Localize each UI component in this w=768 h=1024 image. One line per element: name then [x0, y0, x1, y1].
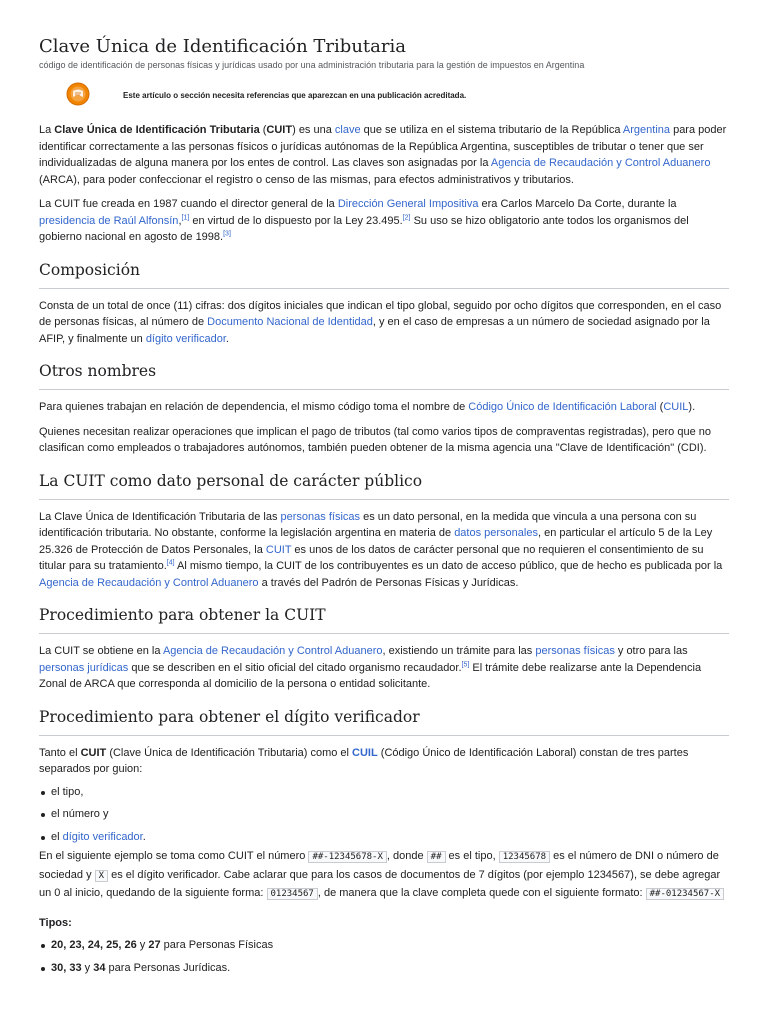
- otros-paragraph-2: Quienes necesitan realizar operaciones que implican el pago de tributos (tal como varios tipos de compraventas registradas), pero que no clasifican como empleados o trabajadores autónomos, también pueden obtener de la misma agencia una "Clave de Identificación" (CDI).: [39, 425, 711, 454]
- code-example: ##-12345678-X: [308, 851, 386, 863]
- reference-needed-icon: [66, 82, 90, 106]
- parts-list: [39, 784, 729, 846]
- link-personas-fisicas[interactable]: personas físicas: [280, 510, 361, 523]
- code-digito: X: [95, 870, 108, 882]
- heading-dato-personal: La CUIT como dato personal de carácter público: [39, 471, 729, 500]
- heading-procedimiento-digito: Procedimiento para obtener el dígito verificador: [39, 707, 729, 736]
- code-formato: ##-01234567-X: [646, 888, 724, 900]
- link-cuil[interactable]: CUIL: [663, 401, 689, 413]
- link-arca-3[interactable]: Agencia de Recaudación y Control Aduanero: [162, 645, 383, 657]
- code-padded: 01234567: [267, 888, 318, 900]
- list-item: 20, 23, 24, 25, 26 y 27 para Personas Físicas: [51, 937, 729, 954]
- list-item: 30, 33 y 34 para Personas Jurídicas.: [51, 960, 729, 977]
- dato-paragraph: La Clave Única de Identificación Tributaria de las personas físicas es un dato personal, en la medida que vincula a una persona con su identificación tributaria. No obstante, conforme la legislación argentina en materia de datos personales, en particular el artículo 5 de la Ley 25.326 de Protección de Datos Personales, la CUIT es unos de los datos de carácter personal que no requieren el consentimiento de su titular para su tratamiento.[4] Al mismo tiempo, la CUIT de los contribuyentes es un dato de acceso público, que de hecho es publicada por la Agencia de Recaudación y Control Aduanero a través del Padrón de Personas Físicas y Jurídicas.: [39, 510, 723, 589]
- digito-paragraph-1: Tanto el CUIT (Clave Única de Identificación Tributaria) como el CUIL (Código Único de Identificación Laboral) constan de tres partes separados por guion:: [39, 746, 689, 775]
- link-digito-verificador-2[interactable]: dígito verificador: [62, 830, 143, 843]
- link-arca[interactable]: Agencia de Recaudación y Control Aduanero: [490, 157, 711, 169]
- link-digito-verificador[interactable]: dígito verificador: [145, 332, 226, 345]
- reference-5[interactable]: [5]: [461, 660, 470, 668]
- link-cuit[interactable]: CUIT: [265, 543, 292, 556]
- composicion-paragraph: Consta de un total de once (11) cifras: dos dígitos iniciales que indican el tipo global, seguido por ocho dígitos que corresponden, en el caso de personas físicas, al número de Documento Nacional de Identidad, y en el caso de empresas a un número de sociedad asignado por la AFIP, y finalmente un dígito verificador.: [39, 299, 722, 345]
- heading-procedimiento-cuit: Procedimiento para obtener la CUIT: [39, 605, 729, 634]
- page-subtitle: código de identificación de personas físicas y jurídicas usado por una administración tributaria para la gestión de impuestos en Argentina: [39, 60, 585, 70]
- link-dgi[interactable]: Dirección General Impositiva: [337, 198, 479, 210]
- list-item: el tipo,: [51, 784, 729, 801]
- link-datos-personales[interactable]: datos personales: [454, 527, 538, 539]
- tipos-list: [39, 937, 729, 976]
- reference-notice: [39, 77, 729, 113]
- reference-4[interactable]: [4]: [166, 559, 175, 567]
- reference-3[interactable]: [3]: [223, 230, 231, 238]
- tipos-label: Tipos:: [39, 916, 72, 929]
- link-codigo-unico-laboral[interactable]: Código Único de Identificación Laboral: [468, 401, 657, 413]
- heading-otros-nombres: Otros nombres: [39, 361, 729, 390]
- reference-1[interactable]: [1]: [181, 213, 190, 221]
- link-arca-2[interactable]: Agencia de Recaudación y Control Aduanero: [39, 576, 259, 589]
- heading-composicion: Composición: [39, 260, 729, 289]
- digito-paragraph-2: En el siguiente ejemplo se toma como CUIT el número ##-12345678-X , donde ## es el tipo, 12345678 es el número de DNI o número de sociedad y X es el dígito verificador. Cabe aclarar que para los casos de documentos de 7 dígitos (por ejemplo 1234567), se debe agregar un 0 al inicio, quedando de la siguiente forma: 01234567 , de manera que la clave completa quede con el siguiente formato: ##-01234567-X: [39, 848, 729, 904]
- notice-text: Este artículo o sección necesita referencias que aparezcan en una publicación acreditada.: [123, 91, 467, 100]
- code-numero: 12345678: [499, 851, 550, 863]
- code-tipo: ##: [427, 851, 446, 863]
- link-personas-juridicas[interactable]: personas jurídicas: [39, 661, 129, 674]
- intro-paragraph-1: La Clave Única de Identificación Tributaria (CUIT) es una clave que se utiliza en el sistema tributario de la República Argentina para poder identificar correctamente a las personas físicos o jurídicas autónomas de la República Argentina, susceptibles de tributar o tener que ser individualizadas de alguna manera por los entes de control. Las claves son asignadas por la Agencia de Recaudación y Control Aduanero (ARCA), para poder confeccionar el registro o censo de las mismas, para efectos administrativos y tributarios.: [39, 124, 727, 186]
- link-personas-fisicas-2[interactable]: personas físicas: [535, 645, 615, 657]
- procedimiento-paragraph: La CUIT se obtiene en la Agencia de Recaudación y Control Aduanero, existiendo un trámite para las personas físicas y otro para las personas jurídicas que se describen en el sitio oficial del citado organismo recaudador.[5] El trámite debe realizarse ante la Dependencia Zonal de ARCA que corresponda al domicilio de la persona o entidad solicitante.: [39, 645, 702, 690]
- list-item: el número y: [51, 806, 729, 823]
- otros-paragraph-1: Para quienes trabajan en relación de dependencia, el mismo código toma el nombre de Código Único de Identificación Laboral (CUIL).: [39, 401, 696, 413]
- page-title: Clave Única de Identificación Tributaria: [39, 36, 406, 57]
- link-argentina[interactable]: Argentina: [622, 124, 671, 136]
- intro-paragraph-2: La CUIT fue creada en 1987 cuando el director general de la Dirección General Impositiva era Carlos Marcelo Da Corte, durante la presidencia de Raúl Alfonsín,[1] en virtud de lo dispuesto por la Ley 23.495.[2] Su uso se hizo obligatorio ante todos los organismos del gobierno nacional en agosto de 1998.[3]: [39, 198, 689, 243]
- reference-2[interactable]: [2]: [402, 213, 411, 221]
- link-cuil-2[interactable]: CUIL: [352, 746, 378, 759]
- link-presidencia-alfonsin[interactable]: presidencia de Raúl Alfonsín: [39, 214, 179, 227]
- list-item: el dígito verificador.: [51, 829, 729, 846]
- link-dni[interactable]: Documento Nacional de Identidad: [207, 316, 373, 328]
- link-clave[interactable]: clave: [334, 124, 361, 136]
